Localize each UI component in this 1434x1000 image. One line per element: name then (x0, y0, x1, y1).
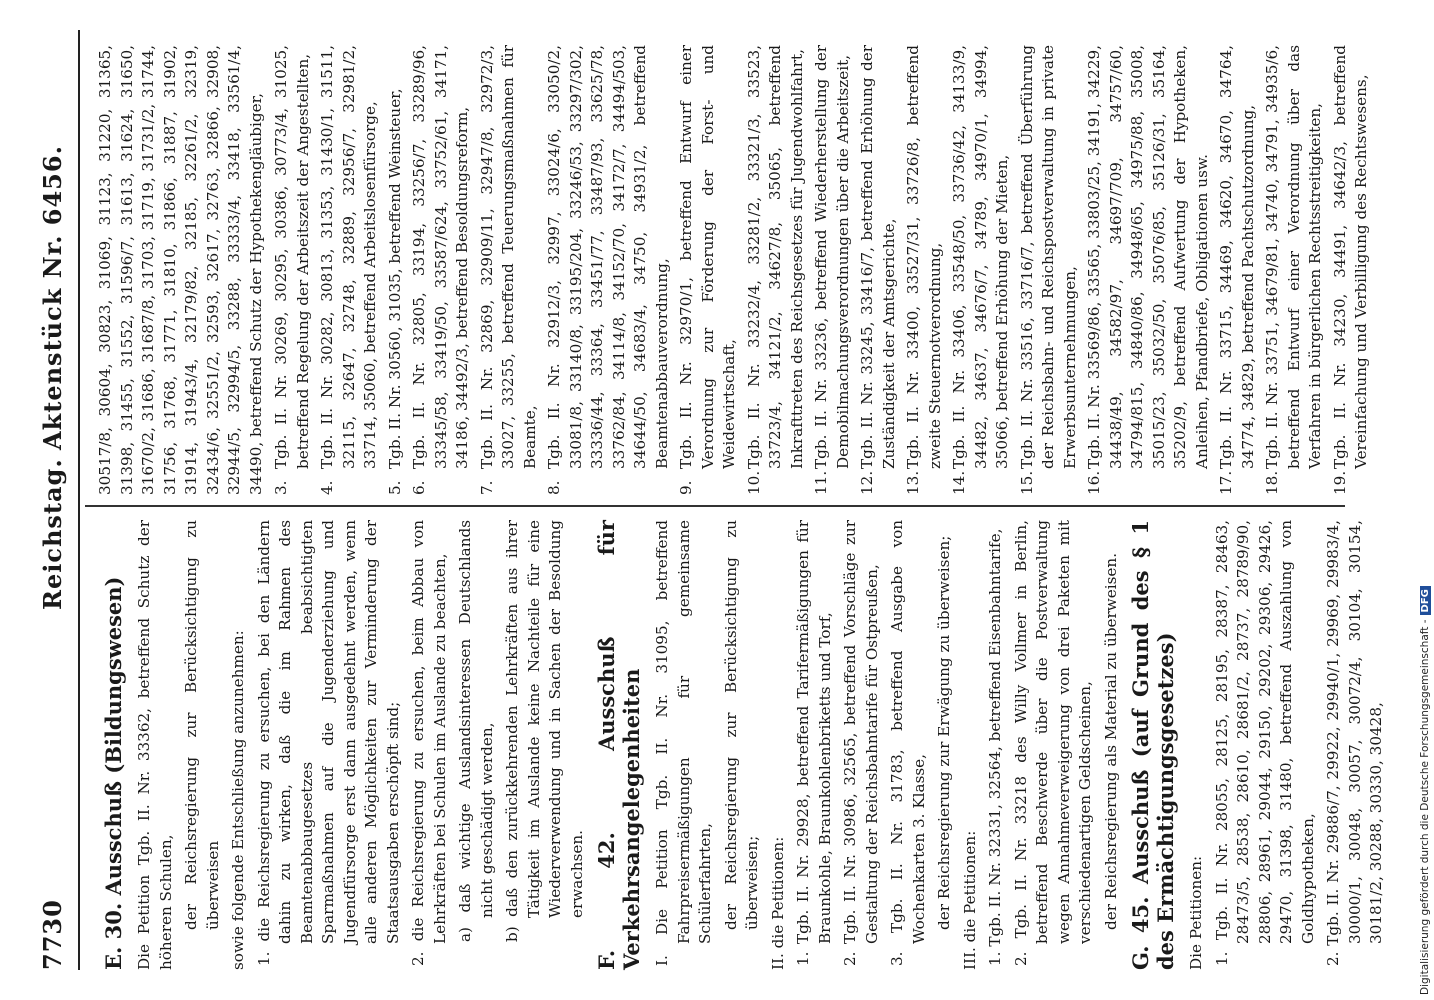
running-header (30, 30, 80, 970)
item-number: 14. (950, 470, 968, 495)
item-text: Tgb. II. Nr. 33236, betreffend Wiederherstellung der Demobilmachungsverordnungen über die Arbeitszeit, (812, 45, 852, 469)
list-item: 2. Tgb. II. Nr. 33218 des Willy Vollmer in Berlin, betreffend Beschwerde über die Postverwaltung wegen Annahmeverweigerung von drei Paketen mit verschiedenartigen Geldscheinen, (1011, 520, 1094, 966)
item-text: Tgb. II. Nr. 30282, 30813, 31353, 31430/1, 31511, 32115, 32647, 32748, 32889, 32956/7, 32981/2, 33714, 35060, betreffend Arbeitslosenfürsorge, (318, 45, 379, 469)
list-item (1330, 45, 1373, 495)
rotated-document-page (30, 30, 1385, 970)
list-item (903, 45, 946, 495)
item-text: Tgb. II. Nr. 34230, 34491, 34642/3, betreffend Vereinfachung und Verbilligung des Rechtswesens, (1330, 45, 1370, 469)
list-item (1262, 45, 1327, 495)
list-item (949, 45, 1014, 495)
list-item (811, 45, 854, 495)
item-number: 12. (858, 470, 876, 495)
list-item (744, 45, 809, 495)
page-number: 7730 (38, 899, 67, 970)
list-item: 2. Tgb. II. Nr. 30986, 32565, betreffend Vorschläge zur Gestaltung der Reichsbahntarife für Ostpreußen, (841, 520, 881, 966)
section-heading-f: F. 42. Ausschuß für Verkehrsangelegenheiten (594, 520, 644, 970)
header-document-number: Aktenstück Nr. 6456. (38, 145, 67, 450)
section-heading-g: G. 45. Ausschuß (auf Grund des § 1 des Ermächtigungsgesetzes) (1128, 520, 1178, 970)
list-item: a) daß wichtige Auslandsinteressen Deutschlands nicht geschädigt werden, (456, 520, 496, 942)
list-item (385, 45, 407, 495)
paragraph: der Reichsregierung zur Berücksichtigung zu überweisen (182, 520, 222, 930)
item-text: Tgb. II. Nr. 30560, 31035, betreffend Weinsteuer, (385, 88, 404, 469)
list-item: I. Die Petition Tgb. II. Nr. 31095, betreffend Fahrpreisermäßigungen für gemeinsame Schülerfahrten, (653, 520, 714, 966)
petition-list (271, 45, 1373, 495)
list-item: 2. Tgb. II. Nr. 29886/7, 29922, 29940/1, 29969, 29983/4, 30000/1, 30048, 30057, 30072/4, 30104, 30154, 30181/2, 30288, 30330, 30428, (1324, 520, 1385, 966)
item-text: Tgb. II. Nr. 32869, 32909/11, 32947/8, 32972/3, 33027, 33255, betreffend Teuerungsmaßnahmen für Beamte, (477, 45, 539, 469)
list-item: 1. die Reichsregierung zu ersuchen, bei den Ländern dahin zu wirken, daß die im Rahmen des Beamtenabbaugesetzes beabsichtigten Sparmaßnahmen auf die Jugenderziehung und Jugendfürsorge erst dann ausgedehnt werden, wenn alle anderen Möglichkeiten zur Verminderung der Staatsausgaben erschöpft sind; (254, 520, 402, 966)
item-number: 5. (385, 480, 404, 495)
header-publication: Reichstag. (38, 458, 67, 610)
item-number: 15. (1017, 470, 1036, 495)
item-text: Tgb. II. Nr. 32805, 33194, 33256/7, 33289/96, 33345/58, 33419/50, 33587/624, 33752/61, 34171, 34186, 34492/3, betreffend Besoldungsreform, (410, 45, 471, 469)
item-number: 18. (1263, 470, 1281, 495)
list-item: 1. Tgb. II. Nr. 29928, betreffend Tarifermäßigungen für Braunkohle, Braunkohlenbriketts und Torf, (794, 520, 834, 966)
item-text: Tgb. II. Nr. 33232/4, 33281/2, 33321/3, 33523, 33723/4, 34121/2, 34627/8, 35065, betreffend Inkrafttreten des Reichsgesetzes für Jugendwohlfahrt, (744, 45, 806, 469)
list-item (271, 45, 314, 495)
paragraph: II. die Petitionen: (768, 836, 787, 970)
item-number: 7. (477, 480, 496, 495)
item-text: Tgb. II. Nr. 33245, 33416/7, betreffend Erhöhung der Zuständigkeit der Amtsgerichte, (858, 45, 898, 469)
list-item (317, 45, 382, 495)
item-number: 19. (1330, 470, 1349, 495)
dfg-logo: DFG (1420, 586, 1431, 615)
list-item (857, 45, 900, 495)
digitization-credit (1419, 5, 1434, 995)
paragraph: III. die Petitionen: (960, 830, 979, 970)
paragraph: der Reichsregierung zur Berücksichtigung zu überweisen; (721, 520, 761, 930)
item-number: 17. (1217, 470, 1235, 495)
item-number: 16. (1085, 470, 1103, 495)
item-number: 11. (812, 470, 830, 495)
item-text: Tgb. II. Nr. 33406, 33548/50, 33736/42, 34133/9, 34482, 34637, 34676/7, 34789, 34970/1, 34994, 35066, betreffend Erhöhung der Mieten, (950, 45, 1011, 469)
item-text: Tgb. II. Nr. 33751, 34679/81, 34740, 34791, 34935/6, betreffend Entwurf einer Verordnung über das Verfahren in bürgerlichen Rechtsstreitigkeiten, (1263, 45, 1324, 469)
item-text: Tgb. II. Nr. 32912/3, 32997, 33024/6, 33050/2, 33081/8, 33140/8, 33195/204, 33246/53, 33297/302, 33336/44, 33364, 33451/77, 33487/93, 33625/78, 33762/84, 34114/8, 34152/70, 34172/7, 34494/503, 34644/50, 34683/4, 34750, 34931/2, betreffend Beamtenabbauverordnung, (545, 45, 671, 469)
item-text: Tgb. II. Nr. 33569/86, 33565, 33803/25, 34191, 34229, 34438/49, 34582/97, 34697/709, 34757/60, 34794/815, 34840/86, 34948/65, 34975/88, 35008, 35015/23, 35032/50, 35076/85, 35126/31, 35164, 35202/9, betreffend Aufwertung der Hypotheken, Anleihen, Pfandbriefe, Obligationen usw. (1085, 45, 1211, 469)
list-item (477, 45, 542, 495)
item-number: 13. (904, 470, 922, 495)
paragraph: Die Petitionen: (1187, 855, 1205, 970)
section-heading-e: E. 30. Ausschuß (Bildungswesen) (101, 576, 126, 970)
item-number: 8. (545, 480, 563, 495)
paragraph: Die Petition Tgb. II. Nr. 33362, betreffend Schutz der höheren Schulen, (135, 520, 175, 970)
item-number: 6. (410, 480, 428, 495)
item-text: Tgb. II. Nr. 32970/1, betreffend Entwurf einer Verordnung zur Förderung der Forst- und Weidewirtschaft, (677, 45, 738, 469)
list-item (409, 45, 474, 495)
item-number: 4. (318, 480, 336, 495)
item-number: 10. (744, 470, 763, 495)
item-number: 9. (677, 480, 695, 495)
item-text: Tgb. II. Nr. 30269, 30295, 30386, 30773/4, 31025, betreffend Regelung der Arbeitszeit der Angestellten, (272, 45, 312, 469)
credit-text: Digitalisierung gefördert durch die Deutsche Forschungsgemeinschaft - (1419, 619, 1431, 995)
list-item (676, 45, 741, 495)
right-column (95, 45, 1376, 495)
list-item: 3. Tgb. II. Nr. 31783, betreffend Ausgabe von Wochenkarten 3. Klasse, (888, 520, 928, 966)
item-text: Tgb. II. Nr. 33516, 33716/7, betreffend Überführung der Reichsbahn- und Reichspostverwaltung in private Erwerbsunternehmungen, (1017, 45, 1079, 469)
list-item (1017, 45, 1082, 495)
list-item (1084, 45, 1213, 495)
header-rule (78, 30, 80, 970)
list-item: 2. die Reichsregierung zu ersuchen, beim Abbau von Lehrkräften bei Schulen im Auslande zu beachten, (409, 520, 449, 966)
list-item (544, 45, 673, 495)
list-item: b) daß den zurückkehrenden Lehrkräften aus ihrer Tätigkeit im Auslande keine Nachteile für eine Wiederverwendung und in Sachen der Besoldung erwachsen. (503, 520, 586, 942)
paragraph: der Reichsregierung als Material zu überweisen. (1101, 552, 1120, 930)
list-item: 1. Tgb. II. Nr. 32331, 32564, betreffend Eisenbahntarife, (986, 528, 1004, 966)
list-item (1216, 45, 1259, 495)
list-item: 1. Tgb. II. Nr. 28055, 28125, 28195, 28387, 28463, 28473/5, 28538, 28610, 28681/2, 28737, 28789/90, 28806, 28961, 29044, 29150, 29202, 29306, 29426, 29470, 31398, 31480, betreffend Auszahlung von Goldhypotheken, (1212, 520, 1317, 966)
item-text: Tgb. II. Nr. 33400, 33527/31, 33726/8, betreffend zweite Steuernotverordnung, (904, 45, 944, 469)
item-text: Tgb. II. Nr. 33715, 34469, 34620, 34670, 34764, 34774, 34829, betreffend Pachtschutzordnung, (1217, 45, 1257, 469)
paragraph: der Reichsregierung zur Erwägung zu überweisen; (935, 535, 953, 930)
left-column (95, 520, 1392, 970)
item-number: 3. (272, 480, 290, 495)
column-divider (85, 505, 1345, 507)
paragraph: sowie folgende Entschließung anzunehmen: (229, 630, 247, 970)
paragraph: 30517/8, 30604, 30823, 31069, 31123, 31220, 31365, 31398, 31455, 31552, 31596/7, 31613, 31624, 31650, 31670/2, 31686, 31687/8, 31703, 31719, 31731/2, 31744, 31756, 31768, 31771, 31810, 31866, 31887, 31902, 31914, 31943/4, 32179/82, 32185, 32261/2, 32319, 32434/6, 32551/2, 32593, 32617, 32763, 32866, 32908, 32944/5, 32994/5, 33288, 33333/4, 33418, 33561/4, 34490, betreffend Schutz der Hypothekengläubiger, (96, 45, 265, 495)
